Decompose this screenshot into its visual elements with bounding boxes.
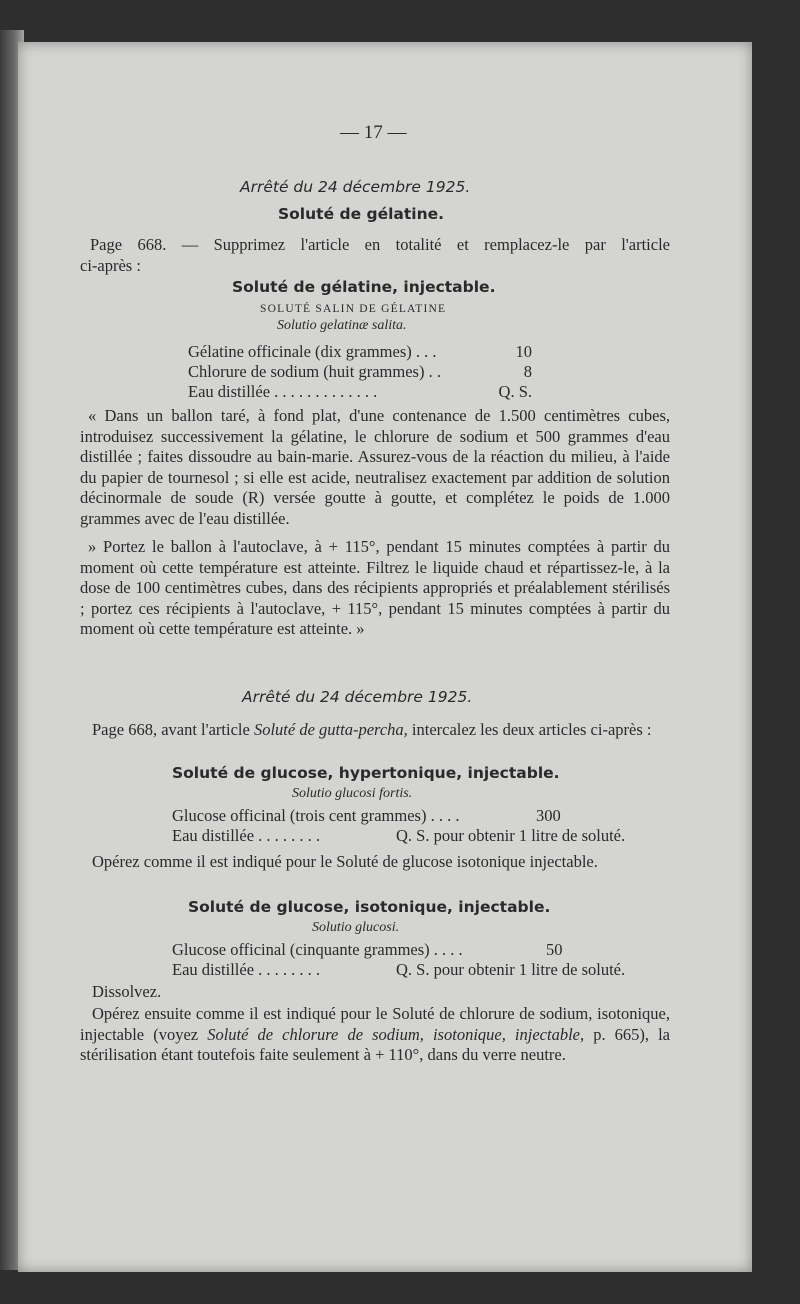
ingredient-qty: Q. S. pour obtenir 1 litre de soluté.: [396, 960, 626, 979]
procedure-paragraph-1: « Dans un ballon taré, à fond plat, d'une contenance de 1.500 centimètres cubes, introduisez successivement la gélatine, le chlorure de sodium et 500 grammes d'eau distillée ; faites dissoudre au bain-marie. Assurez-vous de la réaction du milieu, à l'aide du papier de tournesol ; si elle est acide, neutralisez exactement par addition de solution décinormale de soude (R) versée goutte à goutte, et complétez le poids de 1.000 grammes avec de l'eau distillée.: [80, 406, 670, 528]
formula-title-hypertonic: Soluté de glucose, hypertonique, injectable.: [172, 764, 560, 782]
formula-caps-title: SOLUTÉ SALIN DE GÉLATINE: [260, 303, 447, 315]
ingredient-name: Glucose officinal (cinquante grammes) . . . .: [172, 940, 463, 959]
ingredient-row: [172, 940, 463, 960]
ingredient-name: Chlorure de sodium (huit grammes) . .: [188, 362, 441, 381]
intro-line-2: ci-après :: [80, 256, 141, 275]
section-title-gelatine: Soluté de gélatine.: [278, 205, 445, 223]
document-page: [18, 42, 752, 1272]
ingredient-name: Glucose officinal (trois cent grammes) . . . .: [172, 806, 460, 825]
ingredient-row: [188, 342, 436, 362]
dissolvez-line: Dissolvez.: [92, 982, 162, 1001]
ingredient-qty: Q. S.: [498, 382, 532, 401]
formula-latin-isotonic: Solutio glucosi.: [312, 920, 400, 935]
ingredient-name: Gélatine officinale (dix grammes) . . .: [188, 342, 437, 361]
decree-heading-2: Arrêté du 24 décembre 1925.: [242, 688, 473, 706]
final-italic-reference: Soluté de chlorure de sodium, isotonique, injectable,: [207, 1024, 585, 1044]
page-number: — 17 —: [340, 122, 407, 143]
ingredient-row: [172, 960, 320, 980]
formula-title-isotonic: Soluté de glucose, isotonique, injectable.: [188, 898, 551, 916]
formula-latin-hypertonic: Solutio glucosi fortis.: [292, 786, 413, 801]
ingredient-qty: 8: [523, 362, 532, 381]
final-paragraph: [80, 1004, 670, 1066]
ingredient-row: [172, 806, 459, 826]
intro-text: intercalez les deux articles ci-après :: [407, 720, 652, 739]
procedure-paragraph-2: » Portez le ballon à l'autoclave, à + 115°, pendant 15 minutes comptées à partir du moment où cette température est atteinte. Filtrez le liquide chaud et répartissez-le, à la dose de 100 centimètres cubes, dans des récipients appropriés et préalablement stérilisés ; portez ces récipients à l'autoclave, + 115°, pendant 15 minutes comptées à partir du moment où cette température est atteinte. »: [80, 537, 670, 638]
ingredient-name: Eau distillée . . . . . . . .: [172, 960, 321, 979]
intro-text: Page 668, avant l'article: [92, 720, 254, 739]
ingredient-name: Eau distillée . . . . . . . .: [172, 826, 321, 845]
ingredient-name: Eau distillée . . . . . . . . . . . . .: [188, 382, 378, 401]
formula-latin-name: Solutio gelatinæ salita.: [277, 318, 407, 333]
ingredient-qty: 300: [536, 806, 561, 825]
ingredient-row: [188, 382, 377, 402]
note-paragraph: Opérez comme il est indiqué pour le Soluté de glucose isotonique injectable.: [92, 852, 598, 871]
ingredient-row: [172, 826, 320, 846]
intro-paragraph-2: [80, 720, 670, 741]
intro-italic-reference: Soluté de gutta-percha,: [253, 720, 408, 739]
ingredient-qty: 10: [515, 342, 532, 361]
ingredient-qty: Q. S. pour obtenir 1 litre de soluté.: [396, 826, 626, 845]
ingredient-row: [188, 362, 441, 382]
formula-title-gelatine: Soluté de gélatine, injectable.: [232, 278, 496, 296]
final-text: p. 665), la stérilisation étant toutefois faite seulement à + 110°, dans du verre neutre.: [80, 1024, 670, 1064]
final-text: Opérez ensuite comme il est indiqué pour le Soluté de chlorure de sodium, isotonique, injectable (voyez: [80, 1004, 670, 1044]
decree-heading-1: Arrêté du 24 décembre 1925.: [240, 178, 471, 196]
ingredient-qty: 50: [546, 940, 563, 959]
intro-line-1: Page 668. — Supprimez l'article en totalité et remplacez-le par l'article: [90, 235, 670, 254]
